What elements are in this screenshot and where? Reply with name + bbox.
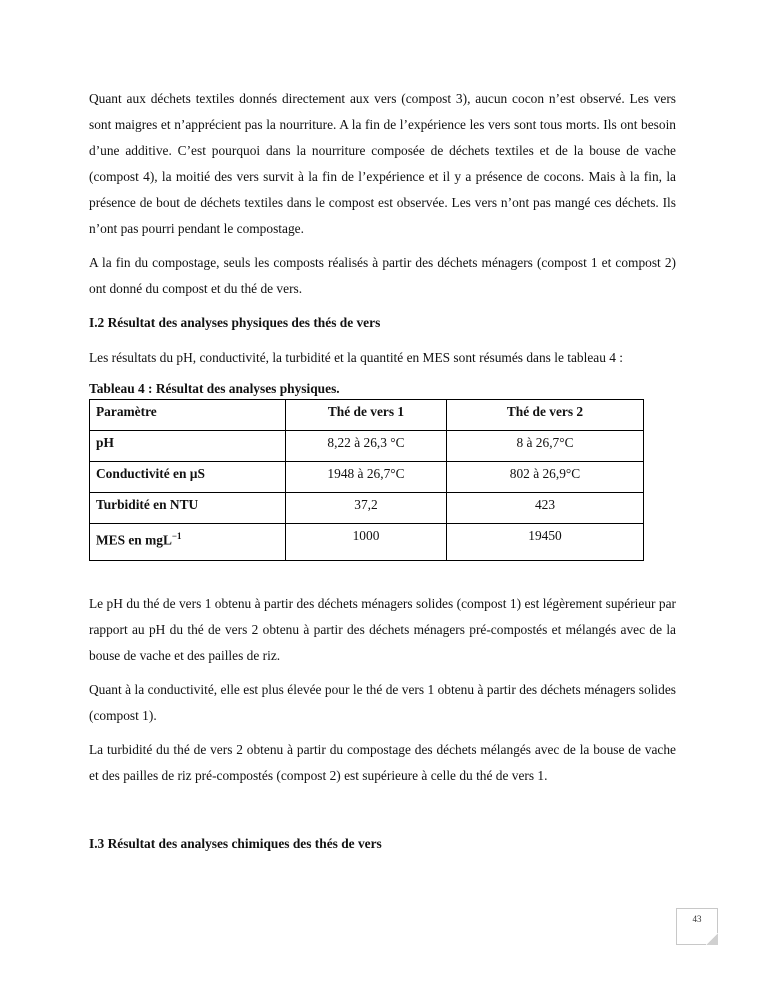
page-content <box>89 86 676 866</box>
cell-value: 1948 à 26,7°C <box>286 462 447 493</box>
cell-parameter: Conductivité en µS <box>90 462 286 493</box>
mes-exponent: −1 <box>171 531 182 541</box>
page-curl-icon <box>706 933 718 945</box>
cell-value: 8,22 à 26,3 °C <box>286 431 447 462</box>
paragraph-textile-waste: Quant aux déchets textiles donnés directement aux vers (compost 3), aucun cocon n’est observé. Les vers sont maigres et n’apprécient pas la nourriture. A la fin de l’expérience les vers sont tous morts. Ils ont besoin d’une additive. C’est pourquoi dans la nourriture composée de déchets textiles et de la bouse de vache (compost 4), la moitié des vers survit à la fin de l’expérience et il y a présence de cocons. Mais à la fin, la présence de bout de déchets textiles dans le compost est observée. Les vers n’ont pas mangé ces déchets. Ils n’ont pas pourri pendant le compostage. <box>89 91 676 236</box>
table-row <box>90 524 644 561</box>
cell-value: 802 à 26,9°C <box>447 462 644 493</box>
page-number: 43 <box>692 914 702 924</box>
paragraph-turbidity: La turbidité du thé de vers 2 obtenu à partir du compostage des déchets mélangés avec de la bouse de vache et des pailles de riz pré-compostés (compost 2) est supérieure à celle du thé de vers 1. <box>89 742 676 783</box>
table-caption: Tableau 4 : Résultat des analyses physiques. <box>89 381 340 396</box>
page-number-box <box>676 908 718 945</box>
section-heading-physical-analyses: I.2 Résultat des analyses physiques des thés de vers <box>89 315 381 330</box>
physical-analyses-table <box>89 399 644 561</box>
mes-label: MES en mgL <box>96 532 172 548</box>
cell-value: 19450 <box>447 524 644 561</box>
cell-parameter <box>90 524 286 561</box>
cell-parameter: pH <box>90 431 286 462</box>
header-the-de-vers-2: Thé de vers 2 <box>447 400 644 431</box>
spacer <box>89 797 676 831</box>
paragraph-table-intro: Les résultats du pH, conductivité, la turbidité et la quantité en MES sont résumés dans le tableau 4 : <box>89 350 624 365</box>
section-heading-chemical-analyses: I.3 Résultat des analyses chimiques des thés de vers <box>89 836 382 851</box>
paragraph-conductivity: Quant à la conductivité, elle est plus élevée pour le thé de vers 1 obtenu à partir des déchets ménagers solides (compost 1). <box>89 682 676 723</box>
cell-parameter: Turbidité en NTU <box>90 493 286 524</box>
header-the-de-vers-1: Thé de vers 1 <box>286 400 447 431</box>
table-row <box>90 431 644 462</box>
paragraph-compost-end: A la fin du compostage, seuls les composts réalisés à partir des déchets ménagers (compost 1 et compost 2) ont donné du compost et du thé de vers. <box>89 255 676 296</box>
table-header-row <box>90 400 644 431</box>
cell-value: 8 à 26,7°C <box>447 431 644 462</box>
table-row <box>90 462 644 493</box>
cell-value: 1000 <box>286 524 447 561</box>
table-row <box>90 493 644 524</box>
header-parametre: Paramètre <box>90 400 286 431</box>
paragraph-ph-comparison: Le pH du thé de vers 1 obtenu à partir des déchets ménagers solides (compost 1) est légèrement supérieur par rapport au pH du thé de vers 2 obtenu à partir des déchets ménagers pré-compostés et mélangés avec de la bouse de vache et des pailles de riz. <box>89 596 676 663</box>
cell-value: 423 <box>447 493 644 524</box>
cell-value: 37,2 <box>286 493 447 524</box>
